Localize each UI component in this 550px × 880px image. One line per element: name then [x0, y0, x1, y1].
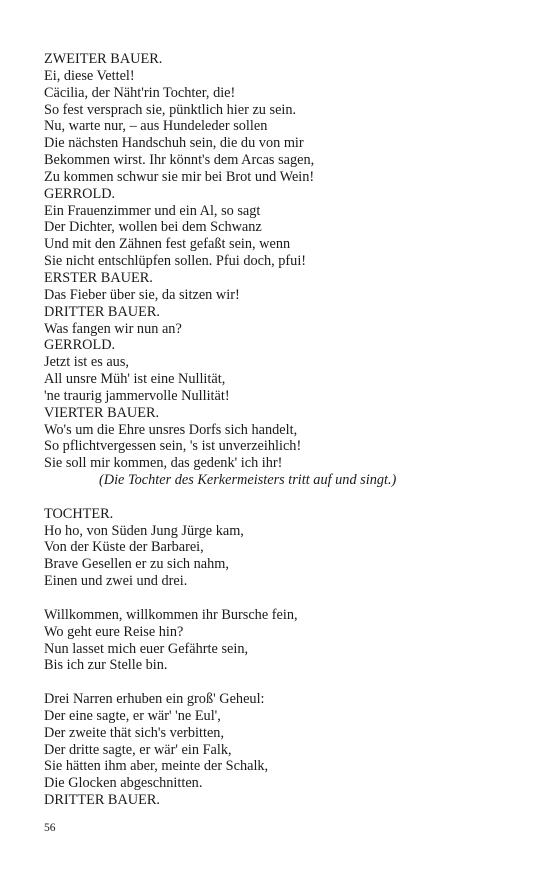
verse-line: Brave Gesellen er zu sich nahm, [44, 556, 229, 573]
verse-line: Ein Frauenzimmer und ein Al, so sagt [44, 202, 261, 219]
verse-line: Ei, diese Vettel! [44, 67, 135, 84]
verse-line: Der zweite thät sich's verbitten, [44, 724, 225, 741]
speaker-name: ZWEITER BAUER. [44, 51, 163, 67]
stage-direction: (Die Tochter des Kerkermeisters tritt auf und singt.) [99, 472, 397, 489]
verse-line: Drei Narren erhuben ein groß' Geheul: [44, 691, 265, 708]
verse-line: Bekommen wirst. Ihr könnt's dem Arcas sagen, [44, 152, 315, 169]
play-text [44, 51, 514, 809]
verse-line: Das Fieber über sie, da sitzen wir! [44, 286, 240, 303]
verse-line: Der eine sagte, er wär' 'ne Eul', [44, 707, 221, 724]
verse-line: Bis ich zur Stelle bin. [44, 657, 168, 674]
speaker-name: DRITTER BAUER. [44, 792, 160, 809]
speaker-name: TOCHTER. [44, 505, 114, 522]
speaker-name: ERSTER BAUER. [44, 269, 153, 286]
verse-line: Sie nicht entschlüpfen sollen. Pfui doch, pfui! [44, 253, 307, 270]
verse-line: So fest versprach sie, pünktlich hier zu sein. [44, 101, 297, 118]
verse-line: Sie hätten ihm aber, meinte der Schalk, [44, 758, 269, 775]
verse-line: Und mit den Zähnen fest gefaßt sein, wenn [44, 236, 291, 253]
verse-line: Von der Küste der Barbarei, [44, 539, 204, 556]
page-number: 56 [44, 822, 56, 834]
verse-line: 'ne traurig jammervolle Nullität! [44, 387, 230, 404]
speaker-name: GERROLD. [44, 337, 116, 354]
stanza-gap [44, 489, 514, 506]
verse-line: Sie soll mir kommen, das gedenk' ich ihr! [44, 455, 283, 472]
verse-line: All unsre Müh' ist eine Nullität, [44, 371, 226, 388]
verse-line: So pflichtvergessen sein, 's ist unverzeihlich! [44, 438, 302, 455]
speaker-name: VIERTER BAUER. [44, 404, 160, 421]
verse-line: Die Glocken abgeschnitten. [44, 775, 203, 792]
stanza-gap [44, 674, 514, 691]
verse-line: Cäcilia, der Näht'rin Tochter, die! [44, 84, 236, 101]
verse-line: Ho ho, von Süden Jung Jürge kam, [44, 522, 244, 539]
verse-line: Nu, warte nur, – aus Hundeleder sollen [44, 118, 268, 135]
speaker-name: DRITTER BAUER. [44, 303, 160, 320]
verse-line: Willkommen, willkommen ihr Bursche fein, [44, 606, 298, 623]
verse-line: Wo's um die Ehre unsres Dorfs sich handelt, [44, 421, 298, 438]
verse-line: Der dritte sagte, er wär' ein Falk, [44, 741, 232, 758]
verse-line: Was fangen wir nun an? [44, 320, 182, 337]
verse-line: Die nächsten Handschuh sein, die du von mir [44, 135, 304, 152]
verse-line: Wo geht eure Reise hin? [44, 623, 184, 640]
stanza-gap [44, 590, 514, 607]
verse-line: Jetzt ist es aus, [44, 354, 129, 371]
verse-line: Zu kommen schwur sie mir bei Brot und Wein! [44, 168, 315, 185]
verse-line: Einen und zwei und drei. [44, 573, 188, 590]
verse-line: Nun lasset mich euer Gefährte sein, [44, 640, 249, 657]
verse-line: Der Dichter, wollen bei dem Schwanz [44, 219, 262, 236]
speaker-name: GERROLD. [44, 185, 116, 202]
